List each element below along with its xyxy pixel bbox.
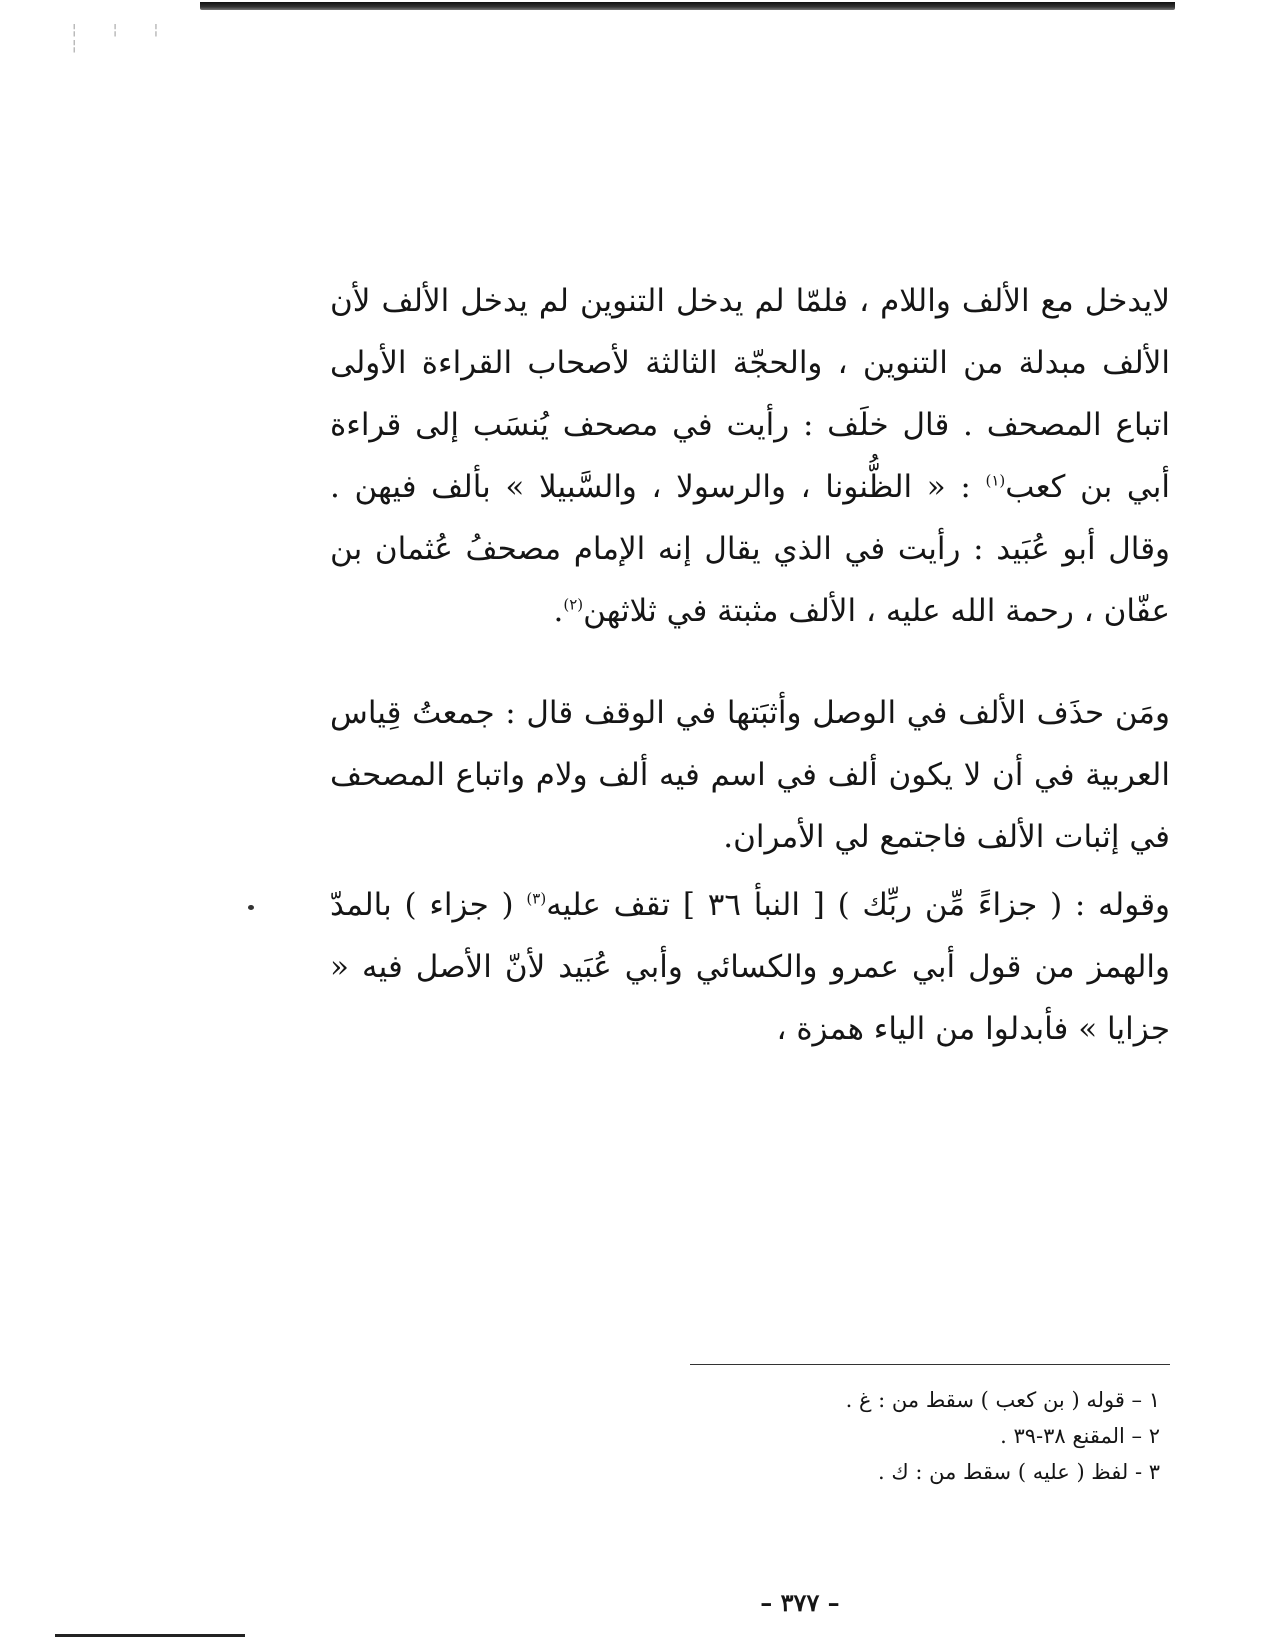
paragraph-1-continuation: : « الظُّنونا ، والرسولا ، والسَّبيلا » بألف فيهن . وقال أبو عُبَيد : رأيت في الذي يقال إنه الإمام مصحفُ عُثمان بن عفّان ، رحمة الله عليه ، الألف مثبتة في ثلاثهن [330,469,1170,629]
paragraph-3-text: وقوله : ( جزاءً مِّن ربِّك ) [ النبأ ٣٦ ] تقف عليه [546,887,1170,923]
footnote-ref-3: (٣) [526,889,547,908]
page-body [330,270,1170,1060]
top-scan-border [200,2,1175,10]
paragraph-3-continuation: ( جزاء ) بالمدّ والهمز من قول أبي عمرو والكسائي وأبي عُبَيد لأنّ الأصل فيه « جزايا » فأبدلوا من الياء همزة ، [330,887,1170,1047]
paragraph-2: ومَن حذَف الألف في الوصل وأثبَتها في الوقف قال : جمعتُ قِياس العربية في أن لا يكون ألف في اسم فيه ألف ولام واتباع المصحف في إثبات الألف فاجتمع لي الأمران. [330,695,1170,855]
paragraph-1-text: لايدخل مع الألف واللام ، فلمّا لم يدخل التنوين لم يدخل الألف لأن الألف مبدلة من التنوين ، والحجّة الثالثة لأصحاب القراءة الأولى اتباع المصحف . قال خلَف : رأيت في مصحف يُنسَب إلى قراءة أبي بن كعب [330,283,1171,505]
paragraph-1-end-mark: . [553,593,564,629]
footnote-ref-1: (١) [985,471,1006,490]
scan-speck [248,905,254,910]
page-number: – ٣٧٧ – [760,1588,840,1617]
footnote-2: ٢ – المقنع ٣٨-٣٩ . [1000,1424,1160,1448]
paragraph-1 [330,270,1170,642]
footnote-ref-2: (٢) [563,595,584,614]
footnote-separator [690,1364,1170,1365]
bottom-scan-border [55,1634,245,1637]
footnote-1: ١ – قوله ( بن كعب ) سقط من : غ . [845,1388,1160,1412]
footnotes [690,1382,1160,1490]
paragraph-3 [330,874,1170,1060]
scan-margin-marks: ¦ ¦ ¦ ¦ [70,22,173,54]
footnote-3: ٣ - لفظ ( عليه ) سقط من : ك . [878,1460,1160,1484]
